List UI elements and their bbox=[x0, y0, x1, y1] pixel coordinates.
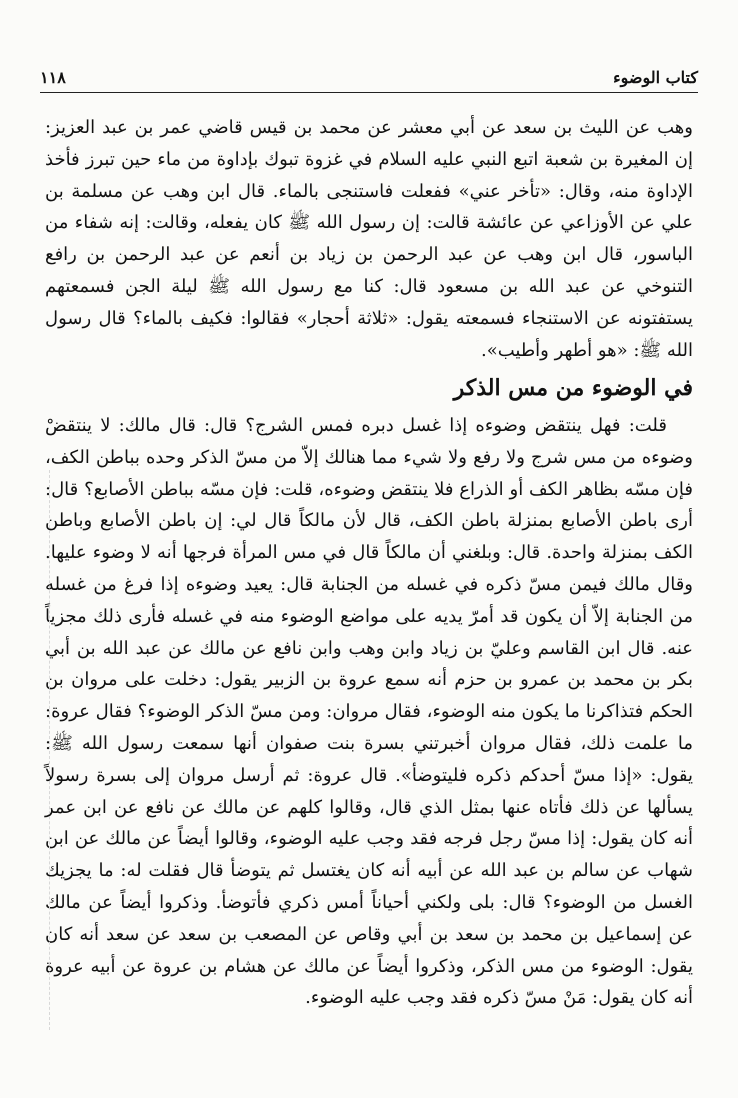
book-title: كتاب الوضوء bbox=[613, 67, 698, 87]
paragraph: وهب عن الليث بن سعد عن أبي معشر عن محمد بن قيس قاضي عمر بن عبد العزيز: إن المغيرة بن شعبة اتبع النبي عليه السلام في غزوة تبوك بإداوة من ماء حين تبرز فأخذ الإداوة منه، وقال: «تأخر عني» ففعلت فاستنجى بالماء. قال ابن وهب عن مسلمة بن علي عن الأوزاعي عن عائشة قالت: إن رسول الله ﷺ كان يفعله، وقالت: إنه شفاء من الباسور، قال ابن وهب عن عبد الرحمن بن زياد بن أنعم عن عبد الرحمن بن رافع التنوخي عن عبد الله بن مسعود قال: كنا مع رسول الله ﷺ ليلة الجن فسمعتهم يستفتونه عن الاستنجاء فسمعته يقول: «ثلاثة أحجار» فقالوا: فكيف بالماء؟ قال رسول الله ﷺ: «هو أطهر وأطيب». bbox=[45, 117, 693, 361]
section-heading: في الوضوء من مس الذكر bbox=[453, 375, 693, 401]
page-number: ١١٨ bbox=[40, 67, 66, 87]
paragraph: قلت: فهل ينتقض وضوءه إذا غسل دبره فمس الشرج؟ قال: قال مالك: لا ينتقضْ وضوءه من مس شرج ولا رفع ولا شيء مما هنالك إلاّ من مسّ الذكر وحده بباطن الكف، فإن مسّه بظاهر الكف أو الذراع فلا ينتقض وضوءه، قلت: فإن مسّه بباطن الأصابع؟ قال: أرى باطن الأصابع بمنزلة باطن الكف، قال لأن مالكاً قال لي: إن باطن الأصابع وباطن الكف بمنزلة واحدة. قال: وبلغني أن مالكاً قال في مس المرأة فرجها أنه لا وضوء عليها. وقال مالك فيمن مسّ ذكره في غسله من الجنابة قال: يعيد وضوءه إذا فرغ من غسله من الجنابة إلاّ أن يكون قد أمرّ يديه على مواضع الوضوء منه في غسله فأرى ذلك مجزياً عنه. قال ابن القاسم وعليّ بن زياد وابن وهب وابن نافع عن مالك عن عبد الله بن أبي بكر بن محمد بن عمرو بن حزم أنه سمع عروة بن الزبير يقول: دخلت على مروان بن الحكم فتذاكرنا ما يكون منه الوضوء، فقال مروان: ومن مسّ الذكر الوضوء؟ فقال عروة: ما علمت ذلك، فقال مروان أخبرتني بسرة بنت صفوان أنها سمعت رسول الله ﷺ: يقول: «إذا مسّ أحدكم ذكره فليتوضأ». قال عروة: ثم أرسل مروان إلى بسرة رسولاً يسألها عن ذلك فأتاه عنها بمثل الذي قال، وقالوا كلهم عن مالك عن نافع عن ابن عمر أنه كان يقول: إذا مسّ رجل فرجه فقد وجب عليه الوضوء، وقالوا أيضاً عن مالك عن ابن شهاب عن سالم بن عبد الله عن أبيه أنه كان يغتسل ثم يتوضأ قال فقلت له: ما يجزيك الغسل من الوضوء؟ قال: بلى ولكني أحياناً أمس ذكري فأتوضأ. وذكروا أيضاً عن مالك عن إسماعيل بن محمد بن سعد بن أبي وقاص عن المصعب بن سعد عن سعد أنه كان يقول: الوضوء من مس الذكر، وذكروا أيضاً عن مالك عن هشام بن عروة عن أبيه عروة أنه كان يقول: مَنْ مسّ ذكره فقد وجب عليه الوضوء. bbox=[45, 415, 693, 1009]
header-rule bbox=[40, 92, 698, 93]
running-header bbox=[40, 64, 698, 90]
page-body bbox=[45, 112, 693, 1078]
scan-artifact-line bbox=[49, 470, 50, 1030]
